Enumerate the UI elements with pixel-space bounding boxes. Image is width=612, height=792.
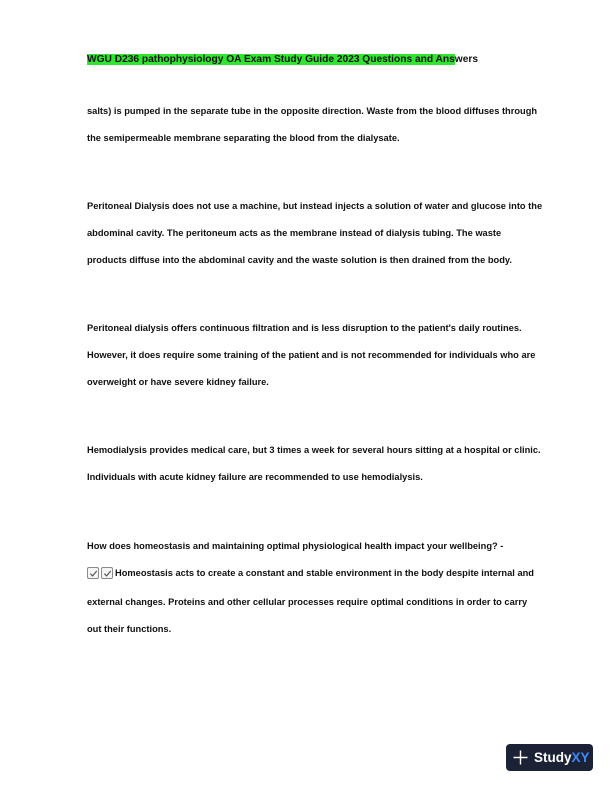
paragraph-line: Individuals with acute kidney failure are recommended to use hemodialysis.: [87, 472, 423, 482]
answer-line: Homeostasis acts to create a constant and stable environment in the body despite internal and: [115, 568, 534, 578]
document-title: [87, 54, 478, 65]
answer-line: out their functions.: [87, 624, 172, 634]
paragraph-line: However, it does require some training of the patient and is not recommended for individuals who are: [87, 350, 536, 360]
logo-wordmark: [534, 750, 590, 765]
checkbox-checked-icon: [87, 567, 99, 579]
paragraph-line: Peritoneal Dialysis does not use a machine, but instead injects a solution of water and glucose into the: [87, 201, 543, 211]
paragraph-line: salts) is pumped in the separate tube in the opposite direction. Waste from the blood diffuses through: [87, 106, 538, 116]
checkbox-checked-icon: [101, 567, 113, 579]
plus-icon: [513, 750, 528, 765]
logo-accent: XY: [571, 750, 590, 765]
title-rest: wers: [454, 54, 478, 65]
paragraph-line: abdominal cavity. The peritoneum acts as the membrane instead of dialysis tubing. The waste: [87, 228, 502, 238]
paragraph-line: products diffuse into the abdominal cavity and the waste solution is then drained from the body.: [87, 255, 512, 265]
answer-line: external changes. Proteins and other cellular processes require optimal conditions in order to carry: [87, 597, 528, 607]
studyxy-logo: [506, 744, 593, 771]
answer-checkmarks: [87, 567, 113, 579]
paragraph-line: Hemodialysis provides medical care, but 3 times a week for several hours sitting at a hospital or clinic.: [87, 445, 541, 455]
paragraph-line: the semipermeable membrane separating the blood from the dialysate.: [87, 133, 400, 143]
question-text: How does homeostasis and maintaining optimal physiological health impact your wellbeing? -: [87, 541, 504, 551]
paragraph-line: Peritoneal dialysis offers continuous filtration and is less disruption to the patient's daily routines.: [87, 323, 522, 333]
logo-main: Study: [534, 750, 572, 765]
title-highlighted: WGU D236 pathophysiology OA Exam Study Guide 2023 Questions and Ans: [87, 54, 455, 65]
paragraph-line: overweight or have severe kidney failure.: [87, 377, 269, 387]
